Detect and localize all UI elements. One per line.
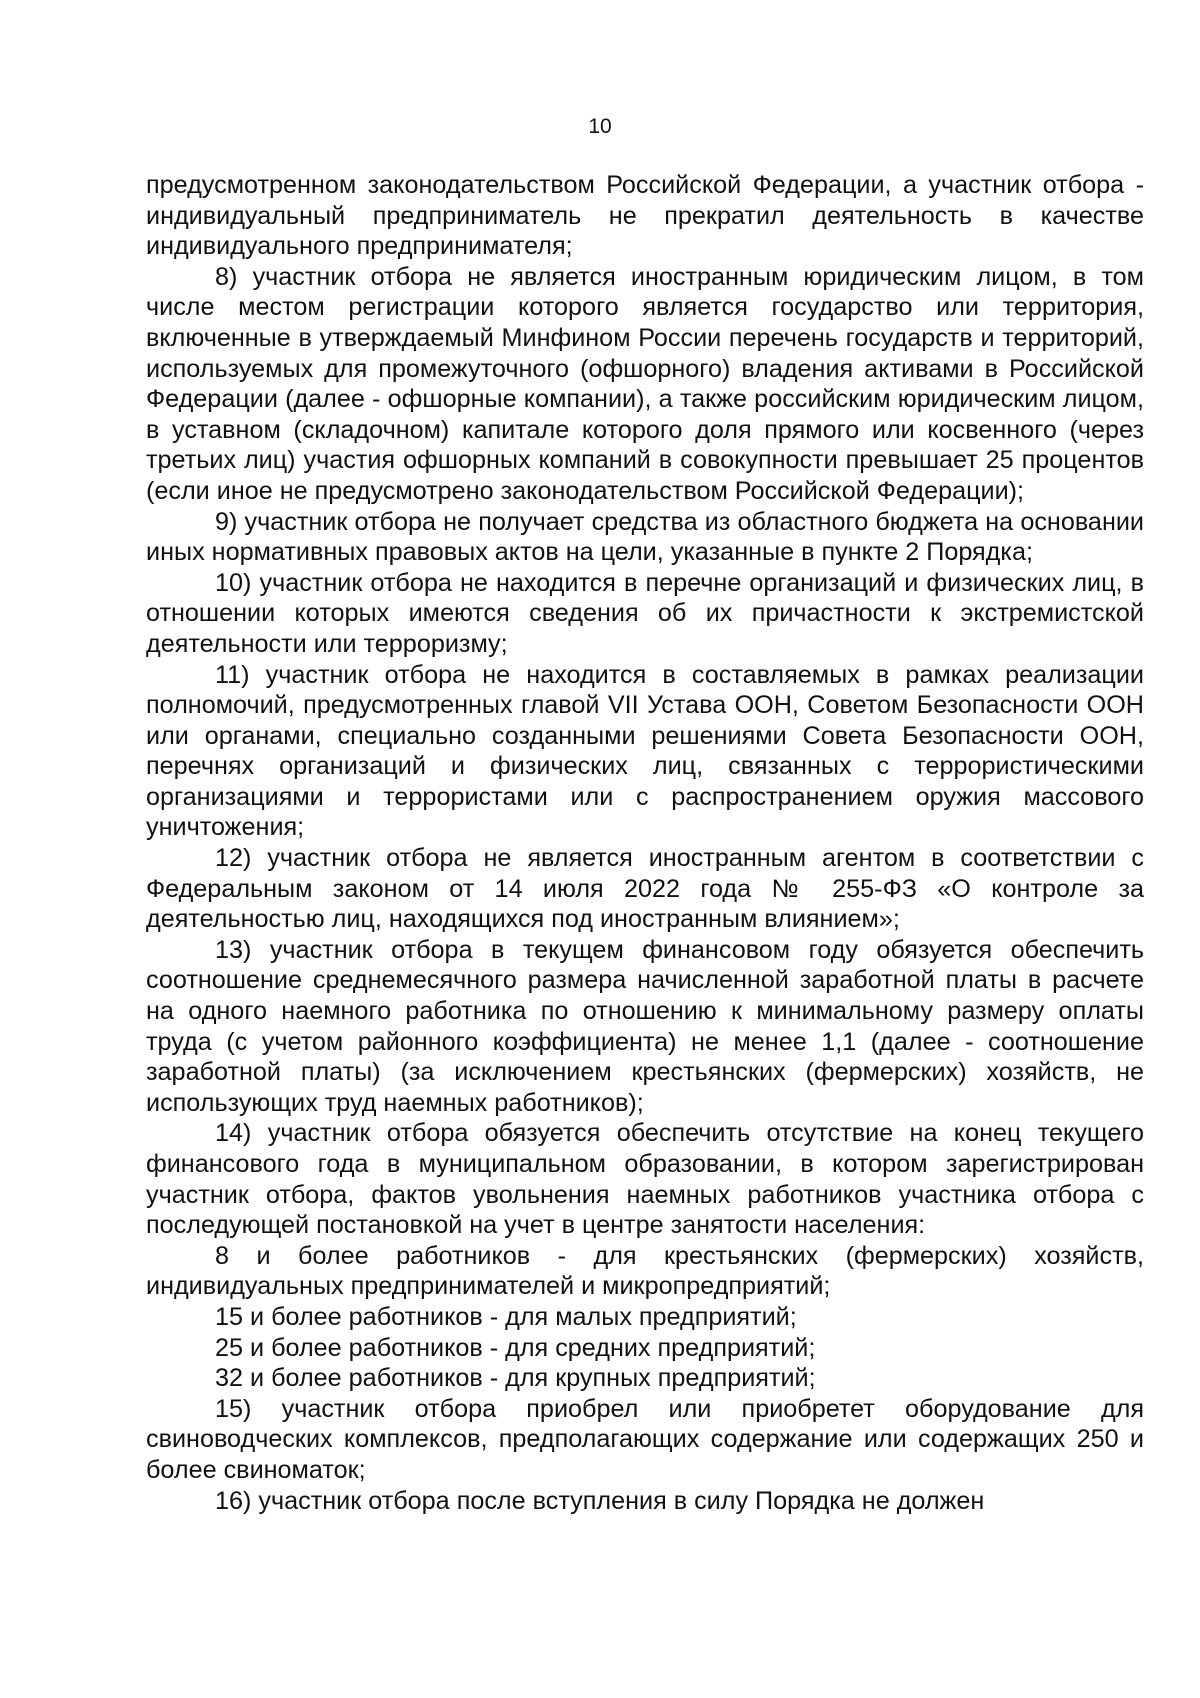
paragraph-item-13: 13) участник отбора в текущем финансовом году обязуется обеспечить соотношение среднемесячного размера начисленной заработной платы в расчете на одного наемного работника по отношению к минимальному размеру оплаты труда (с учетом районного коэффициента) не менее 1,1 (далее - соотношение заработной платы) (за исключением крестьянских (фермерских) хозяйств, не использующих труд наемных работников); — [146, 935, 1144, 1117]
paragraph-item-8: 8) участник отбора не является иностранным юридическим лицом, в том числе местом регистрации которого является государство или территория, включенные в утверждаемый Минфином России перечень государств и территорий, используемых для промежуточного (офшорного) владения активами в Российской Федерации (далее - офшорные компании), а также российским юридическим лицом, в уставном (складочном) капитале которого доля прямого или косвенного (через третьих лиц) участия офшорных компаний в совокупности превышает 25 процентов (если иное не предусмотрено законодательством Российской Федерации); — [146, 262, 1144, 505]
document-body — [146, 170, 1144, 1516]
paragraph-subitem-small: 15 и более работников - для малых предприятий; — [215, 1302, 797, 1331]
paragraph-subitem-medium: 25 и более работников - для средних предприятий; — [215, 1333, 816, 1362]
paragraph-item-10: 10) участник отбора не находится в перечне организаций и физических лиц, в отношении которых имеются сведения об их причастности к экстремистской деятельности или терроризму; — [146, 568, 1144, 658]
page-number: 10 — [588, 115, 612, 138]
paragraph-item-15: 15) участник отбора приобрел или приобретет оборудование для свиноводческих комплексов, предполагающих содержание или содержащих 250 и более свиноматок; — [146, 1394, 1144, 1484]
paragraph-item-14: 14) участник отбора обязуется обеспечить отсутствие на конец текущего финансового года в муниципальном образовании, в котором зарегистрирован участник отбора, фактов увольнения наемных работников участника отбора с последующей постановкой на учет в центре занятости населения: — [146, 1119, 1144, 1240]
paragraph-continuation: предусмотренном законодательством Российской Федерации, а участник отбора - индивидуальный предприниматель не прекратил деятельность в качестве индивидуального предпринимателя; — [146, 171, 1144, 261]
paragraph-item-11: 11) участник отбора не находится в составляемых в рамках реализации полномочий, предусмотренных главой VII Устава ООН, Советом Безопасности ООН или органами, специально созданными решениями Совета Безопасности ООН, перечнях организаций и физических лиц, связанных с террористическими организациями и террористами или с распространением оружия массового уничтожения; — [146, 660, 1144, 842]
paragraph-item-9: 9) участник отбора не получает средства из областного бюджета на основании иных нормативных правовых актов на цели, указанные в пункте 2 Порядка; — [146, 507, 1144, 567]
paragraph-subitem-large: 32 и более работников - для крупных предприятий; — [215, 1364, 816, 1393]
paragraph-item-16: 16) участник отбора после вступления в силу Порядка не должен — [215, 1486, 985, 1515]
paragraph-subitem-micro: 8 и более работников - для крестьянских (фермерских) хозяйств, индивидуальных предпринимателей и микропредприятий; — [146, 1241, 1144, 1301]
paragraph-item-12: 12) участник отбора не является иностранным агентом в соответствии с Федеральным законом от 14 июля 2022 года № 255-ФЗ «О контроле за деятельностью лиц, находящихся под иностранным влиянием»; — [146, 844, 1144, 934]
